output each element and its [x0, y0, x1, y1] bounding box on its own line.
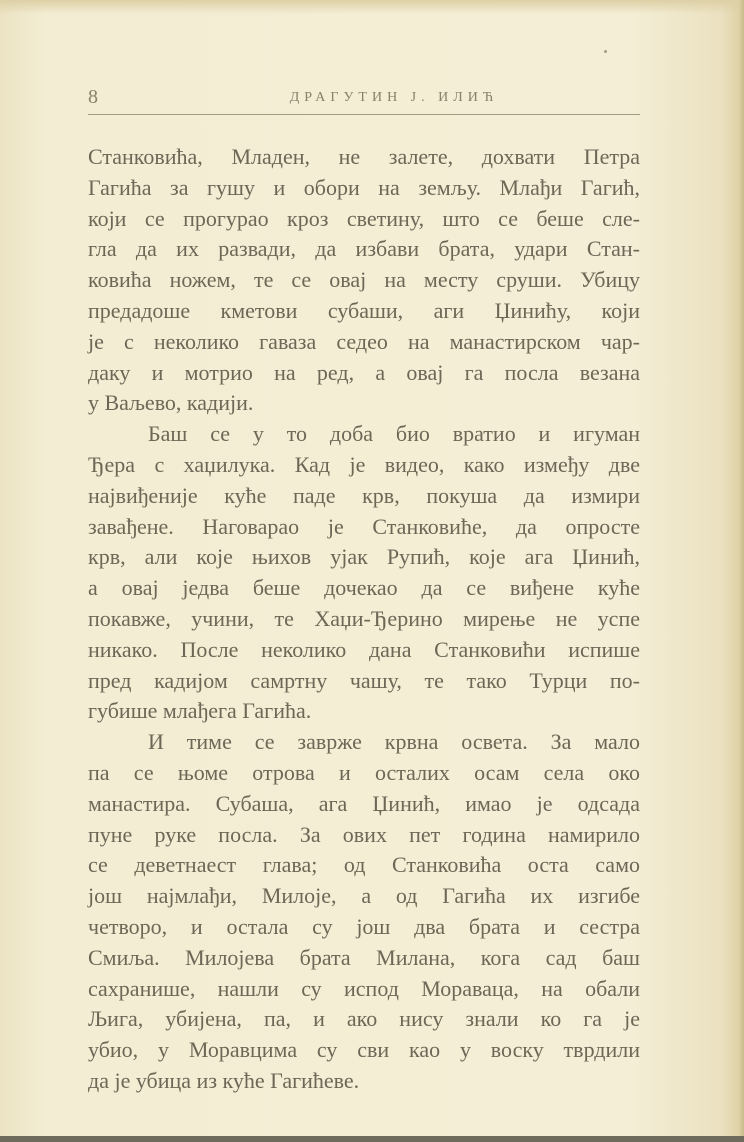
text-line: Смиља. Милојева брата Милана, кога сад баш: [88, 944, 640, 970]
paragraph: [88, 419, 640, 727]
text-line: Гагића за гушу и обори на земљу. Млађи Гагић,: [88, 174, 640, 200]
text-line: четворо, и остала су још два брата и сестра: [88, 913, 640, 939]
page-bottom-edge: [0, 1136, 744, 1142]
text-line: Ђера с хаџилука. Кад је видео, како између две: [88, 451, 640, 477]
text-line: Баш се у то доба био вратио и игуман: [148, 421, 640, 447]
text-line: предадоше кметови субаши, аги Џинићу, који: [88, 297, 640, 323]
page-right-edge: [739, 0, 744, 1142]
text-line: ковића ножем, те се овај на месту сруши. Убицу: [88, 267, 640, 293]
page-number: 8: [88, 86, 98, 108]
page-top-shadow: [0, 0, 744, 14]
text-line: а овај једва беше дочекао да се виђене куће: [88, 575, 640, 601]
text-line: Станковића, Младен, не залете, дохвати Петра: [88, 144, 640, 169]
text-line: гла да их развади, да избави брата, удари Стан-: [88, 236, 640, 262]
running-head: ДРАГУТИН Ј. ИЛИЋ: [289, 90, 499, 105]
text-line: пред кадијом самртну чашу, те тако Турци по-: [88, 667, 640, 693]
paragraph: [88, 142, 640, 419]
text-line: Љига, убијена, па, и ако нису знали ко га је: [88, 1006, 640, 1032]
text-line: па се њоме отрова и осталих осам села око: [88, 759, 640, 785]
text-line: пуне руке посла. За ових пет година намирило: [88, 821, 640, 847]
text-line: још најмлађи, Милоје, а од Гагића их изгибе: [88, 883, 640, 909]
text-line: највиђеније куће паде крв, покуша да измири: [88, 482, 640, 508]
text-line: никако. После неколико дана Станковићи испише: [88, 636, 640, 662]
text-line: да је убица из куће Гагићеве.: [88, 1067, 360, 1093]
text-line: даку и мотрио на ред, а овај га посла везана: [88, 359, 640, 385]
text-line: губише млађега Гагића.: [88, 698, 312, 724]
text-line: је с неколико гаваза седео на манастирском чар-: [88, 328, 640, 354]
paragraph: [88, 727, 640, 1097]
paper-speck: [604, 50, 607, 53]
text-line: који се прогурао кроз светину, што се беше сле-: [88, 205, 640, 231]
text-line: завађене. Наговарао је Станковиће, да опросте: [88, 513, 640, 539]
text-line: убио, у Моравцима су сви као у воску тврдили: [88, 1037, 640, 1063]
text-line: манастира. Субаша, ага Џинић, имао је одсада: [88, 790, 640, 816]
text-line: крв, али које њихов ујак Рупић, које ага Џинић,: [88, 544, 640, 570]
header-rule: [88, 114, 640, 115]
text-line: покавже, учини, те Хаџи-Ђерино мирење не успе: [88, 605, 640, 631]
text-line: сахранише, нашли су испод Мораваца, на обали: [88, 975, 640, 1001]
page-header: [88, 86, 640, 110]
text-line: у Ваљево, кадији.: [88, 390, 254, 416]
text-line: И тиме се заврже крвна освета. За мало: [148, 729, 640, 755]
text-line: се деветнаест глава; од Станковића оста само: [88, 852, 640, 878]
body-text: [88, 142, 640, 1097]
